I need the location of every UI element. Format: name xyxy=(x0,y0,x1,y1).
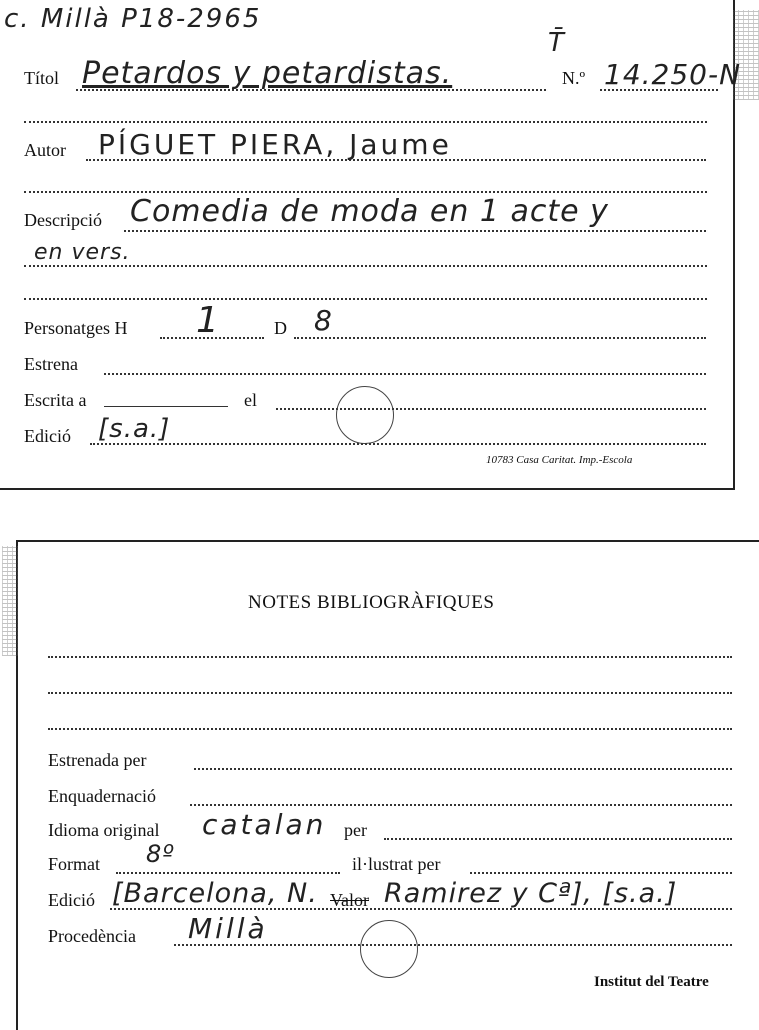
edicio-value-publisher: Ramirez y Cª], [s.a.] xyxy=(384,878,678,909)
idioma-per-label: per xyxy=(344,820,367,840)
institution-stamp: Institut del Teatre xyxy=(594,974,709,990)
edicio-label: Edició xyxy=(48,890,95,910)
autor-value: PÍGUET PIERA, Jaume xyxy=(98,128,452,161)
enquadernacio-line xyxy=(190,804,732,806)
punch-hole xyxy=(360,920,418,978)
estrenada-label: Estrenada per xyxy=(48,750,147,770)
enquadernacio-label: Enquadernació xyxy=(48,786,156,806)
blank-line xyxy=(24,298,707,300)
catalog-card-back xyxy=(16,540,759,1030)
personatges-d-label: D xyxy=(274,318,287,338)
descripcio-line xyxy=(124,230,706,232)
punch-hole xyxy=(336,386,394,444)
format-value: 8º xyxy=(146,840,175,868)
estrena-line xyxy=(104,373,706,375)
tau-mark: T̄ xyxy=(548,28,565,58)
format-line xyxy=(116,872,340,874)
idioma-label: Idioma original xyxy=(48,820,160,840)
printer-imprint: 10783 Casa Caritat. Imp.-Escola xyxy=(486,454,633,466)
edicio-struck-word: Valor xyxy=(330,890,369,910)
escrita-label: Escrita a xyxy=(24,390,87,410)
idioma-value: catalan xyxy=(202,808,327,841)
descripcio-value-2: en vers. xyxy=(34,240,131,265)
illustrat-line xyxy=(470,872,732,874)
illustrat-label: il·lustrat per xyxy=(352,854,441,874)
scan-noise xyxy=(2,546,18,656)
descripcio-value-1: Comedia de moda en 1 acte y xyxy=(130,194,609,229)
numero-value: 14.250-N xyxy=(604,58,742,91)
format-label: Format xyxy=(48,854,100,874)
edicio-line xyxy=(90,443,706,445)
reference-note: c. Millà P18-2965 xyxy=(4,4,262,34)
estrena-label: Estrena xyxy=(24,354,78,374)
blank-line xyxy=(48,692,732,694)
descripcio-label: Descripció xyxy=(24,210,102,230)
descripcio-line-2 xyxy=(24,265,707,267)
numero-label: N.º xyxy=(562,68,586,88)
catalog-card-front xyxy=(0,0,742,490)
autor-label: Autor xyxy=(24,140,66,160)
blank-line xyxy=(24,121,707,123)
edicio-label: Edició xyxy=(24,426,71,446)
blank-line xyxy=(24,191,707,193)
personatges-d-value: 8 xyxy=(314,304,333,337)
personatges-h-value: 1 xyxy=(196,300,220,341)
titol-value: Petardos y petardistas. xyxy=(82,56,453,91)
estrenada-line xyxy=(194,768,732,770)
notes-heading: NOTES BIBLIOGRÀFIQUES xyxy=(248,592,495,613)
personatges-d-line xyxy=(294,337,706,339)
blank-line xyxy=(48,656,732,658)
edicio-value-place: [Barcelona, N. xyxy=(112,878,318,909)
edicio-value: [s.a.] xyxy=(98,414,171,444)
idioma-per-line xyxy=(384,838,732,840)
procedencia-label: Procedència xyxy=(48,926,136,946)
escrita-el-label: el xyxy=(244,390,257,410)
escrita-line xyxy=(104,406,228,407)
personatges-label: Personatges H xyxy=(24,318,128,338)
blank-line xyxy=(48,728,732,730)
titol-label: Títol xyxy=(24,68,59,88)
procedencia-value: Millà xyxy=(188,912,268,945)
